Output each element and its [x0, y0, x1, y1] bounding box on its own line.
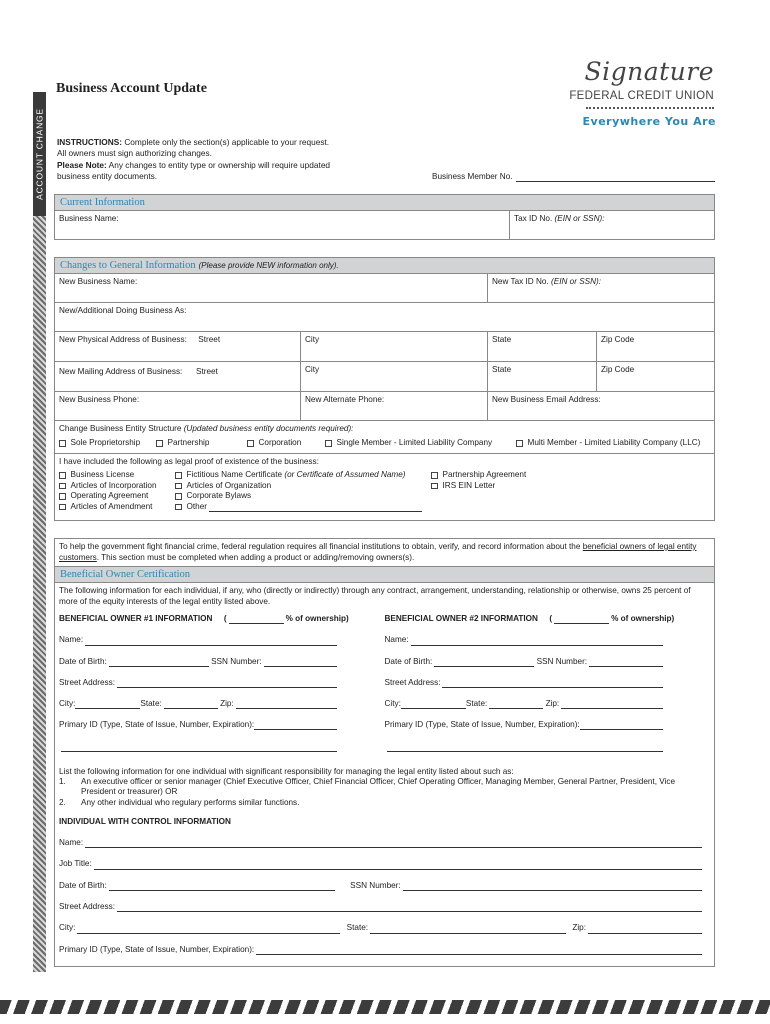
- beneficial-desc: The following information for each individual, if any, who (directly or indirectly) through any contract, arrangement, understanding, relationship or otherwise, owns 25 percent of more of the equity interests of the legal entity listed above.: [59, 586, 691, 606]
- owner-2-dob-ssn[interactable]: Date of Birth: SSN Number:: [385, 646, 663, 667]
- control-head: INDIVIDUAL WITH CONTROL INFORMATION: [59, 816, 231, 826]
- beneficial-title: Beneficial Owner Certification: [60, 569, 191, 581]
- checkbox-operating-agreement[interactable]: Operating Agreement: [59, 491, 175, 502]
- owner-2-name[interactable]: Name:: [385, 624, 663, 645]
- bottom-stripe: [0, 1000, 770, 1014]
- logo: [522, 56, 722, 134]
- owner-1-name[interactable]: Name:: [59, 624, 337, 645]
- checkbox-articles-amendment[interactable]: Articles of Amendment: [59, 502, 175, 513]
- physical-state-field[interactable]: State: [488, 332, 597, 361]
- tax-id-field[interactable]: Tax ID No. (EIN or SSN):: [514, 214, 605, 223]
- owner-2-primary-id[interactable]: Primary ID (Type, State of Issue, Number, Expiration):: [385, 709, 663, 730]
- sidebar-label: ACCOUNT CHANGE: [33, 92, 46, 216]
- owner-1-city-state-zip[interactable]: City: State: Zip:: [59, 688, 337, 709]
- physical-street-field[interactable]: New Physical Address of Business: Street: [55, 332, 301, 361]
- business-name-field[interactable]: Business Name:: [55, 211, 510, 239]
- logo-script: Signature: [584, 57, 714, 86]
- new-business-name-field[interactable]: New Business Name:: [55, 274, 488, 302]
- owner-2-block: BENEFICIAL OWNER #2 INFORMATION ( % of ownership) Name: Date of Birth: SSN Number: Street Address: City: State: Zip: Primary ID (Type, State of Issue, Number, Expiration):: [385, 612, 711, 751]
- email-field[interactable]: New Business Email Address:: [492, 395, 601, 404]
- control-dob-ssn[interactable]: Date of Birth: SSN Number:: [59, 870, 706, 891]
- mailing-state-field[interactable]: State: [488, 362, 597, 391]
- control-name[interactable]: Name:: [59, 827, 706, 848]
- changes-section: [54, 257, 715, 521]
- mailing-city-field[interactable]: City: [301, 362, 488, 391]
- checkbox-multi-member-llc[interactable]: Multi Member - Limited Liability Company (LLC): [516, 438, 700, 448]
- logo-tagline: Everywhere You Are: [582, 115, 716, 128]
- new-tax-id-field[interactable]: New Tax ID No. (EIN or SSN):: [492, 277, 602, 286]
- alt-phone-field[interactable]: New Alternate Phone:: [301, 392, 488, 420]
- new-phone-field[interactable]: New Business Phone:: [55, 392, 301, 420]
- owner-2-street[interactable]: Street Address:: [385, 667, 663, 688]
- control-street[interactable]: Street Address:: [59, 891, 706, 912]
- dba-field[interactable]: New/Additional Doing Business As:: [59, 306, 187, 315]
- beneficial-owner-section: [54, 538, 715, 967]
- logo-divider: [586, 107, 714, 109]
- physical-zip-field[interactable]: Zip Code: [601, 335, 635, 344]
- beneficial-intro: To help the government fight financial crime, federal regulation requires all financial institutions to obtain, verify, and record information about the beneficial owners of legal entity customers. This section must be completed when adding a product or adding/removing owners(s).: [55, 539, 714, 567]
- owner-2-primary-id-cont[interactable]: [385, 730, 663, 751]
- instructions: INSTRUCTIONS: Complete only the section(s) applicable to your request. All owners must sign authorizing changes. Please Note: Any changes to entity type or ownership will require updated business entity documents.: [57, 137, 331, 182]
- checkbox-partnership-agreement[interactable]: Partnership Agreement: [431, 470, 526, 481]
- owner-1-street[interactable]: Street Address:: [59, 667, 337, 688]
- owner-1-block: BENEFICIAL OWNER #1 INFORMATION ( % of ownership) Name: Date of Birth: SSN Number: Street Address: City: State: Zip: Primary ID (Type, State of Issue, Number, Expiration):: [59, 612, 385, 751]
- physical-city-field[interactable]: City: [301, 332, 488, 361]
- mailing-street-field[interactable]: New Mailing Address of Business: Street: [55, 362, 301, 391]
- checkbox-irs-ein-letter[interactable]: IRS EIN Letter: [431, 481, 526, 492]
- mailing-zip-field[interactable]: Zip Code: [601, 365, 635, 374]
- member-no-field[interactable]: Business Member No.: [432, 172, 715, 182]
- owner-2-city-state-zip[interactable]: City: State: Zip:: [385, 688, 663, 709]
- control-primary-id[interactable]: Primary ID (Type, State of Issue, Number, Expiration):: [59, 934, 706, 955]
- checkbox-articles-incorporation[interactable]: Articles of Incorporation: [59, 481, 175, 492]
- control-city-state-zip[interactable]: City: State: Zip:: [59, 912, 706, 933]
- owner-1-primary-id[interactable]: Primary ID (Type, State of Issue, Number, Expiration):: [59, 709, 337, 730]
- checkbox-business-license[interactable]: Business License: [59, 470, 175, 481]
- checkbox-fictitious-name[interactable]: Fictitious Name Certificate (or Certificate of Assumed Name): [175, 470, 431, 481]
- control-list: List the following information for one individual with significant responsibility for managing the legal entity listed about such as: 1. An executive officer or senior manager (Chief Executive Officer, Chief Financial Officer, Chief Operating Officer, Managing Member, General Partner, President, Vice President or treasurer) OR 2. Any other individual who regulary performs similar functions.: [59, 766, 676, 807]
- checkbox-corporate-bylaws[interactable]: Corporate Bylaws: [175, 491, 431, 502]
- owner-1-primary-id-cont[interactable]: [59, 730, 337, 751]
- current-info-title: Current Information: [60, 196, 145, 208]
- changes-note: (Please provide NEW information only).: [198, 260, 339, 270]
- checkbox-corporation[interactable]: Corporation: [247, 438, 325, 448]
- changes-title: Changes to General Information: [60, 259, 196, 271]
- checkbox-partnership[interactable]: Partnership: [156, 438, 247, 448]
- control-job-title[interactable]: Job Title:: [59, 848, 706, 869]
- logo-fcu: FEDERAL CREDIT UNION: [569, 90, 714, 102]
- checkbox-articles-organization[interactable]: Articles of Organization: [175, 481, 431, 492]
- checkbox-single-member-llc[interactable]: Single Member - Limited Liability Company: [325, 438, 516, 448]
- current-info-section: [54, 194, 715, 240]
- owner-1-dob-ssn[interactable]: Date of Birth: SSN Number:: [59, 646, 337, 667]
- page-title: Business Account Update: [56, 81, 207, 96]
- checkbox-other[interactable]: Other: [175, 502, 431, 513]
- checkbox-sole-proprietorship[interactable]: Sole Proprietorship: [59, 438, 156, 448]
- sidebar-stripe: [33, 92, 46, 972]
- proof-label: I have included the following as legal proof of existence of the business:: [59, 457, 319, 466]
- structure-label: Change Business Entity Structure (Updated business entity documents required):: [59, 424, 354, 433]
